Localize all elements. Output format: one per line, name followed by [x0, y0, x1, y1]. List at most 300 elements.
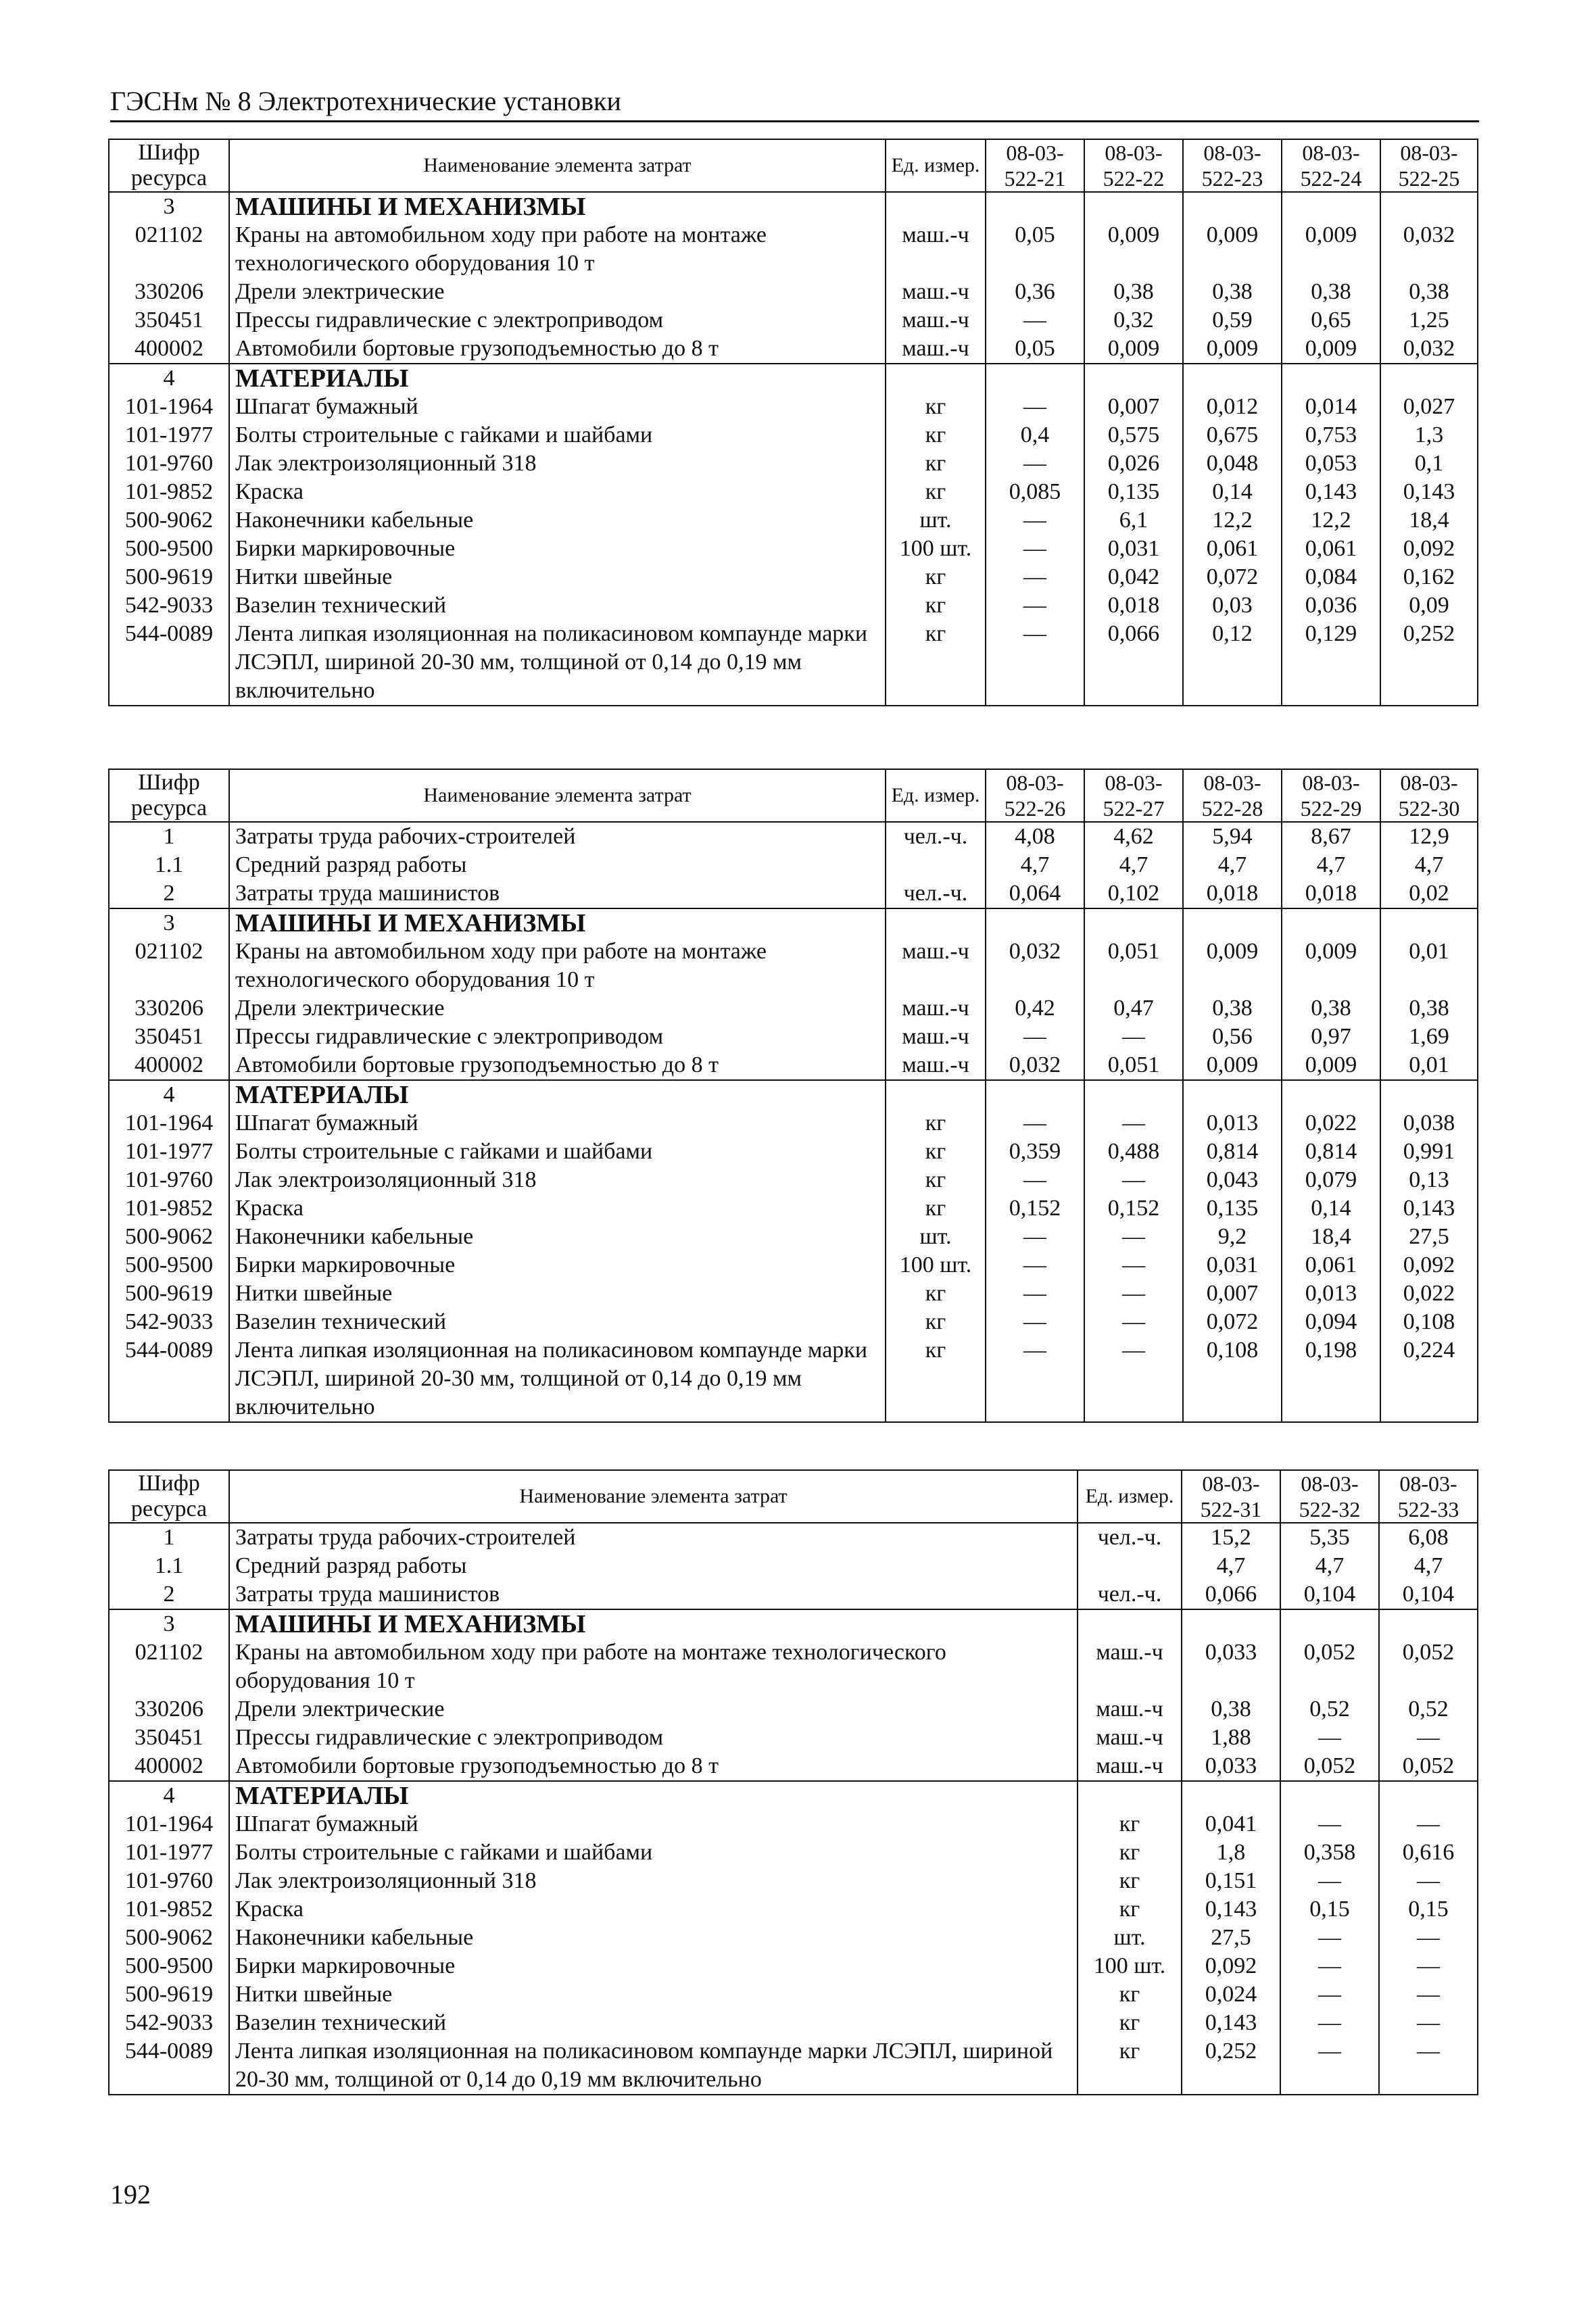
resource-name: Бирки маркировочные — [229, 535, 886, 563]
value-cell: 4,7 — [1280, 1552, 1379, 1580]
value-cell: 0,052 — [1379, 1638, 1478, 1695]
value-cell: 0,108 — [1183, 1336, 1282, 1422]
value-cell — [1183, 908, 1282, 937]
value-cell: 0,043 — [1183, 1166, 1282, 1194]
value-cell: 0,59 — [1183, 306, 1282, 335]
value-cell — [1380, 192, 1478, 221]
resource-name: Краска — [229, 1895, 1078, 1924]
resource-name: Автомобили бортовые грузоподъемностью до 8 т — [229, 335, 886, 364]
value-cell: — — [986, 1280, 1084, 1308]
value-cell: 0,031 — [1183, 1251, 1282, 1280]
resource-name: Прессы гидравлические с электроприводом — [229, 1724, 1078, 1752]
value-cell — [986, 1080, 1084, 1109]
value-cell: 0,072 — [1183, 563, 1282, 591]
value-cell: 0,012 — [1183, 393, 1282, 421]
value-cell: 0,061 — [1282, 1251, 1380, 1280]
value-cell: 0,009 — [1282, 335, 1380, 364]
table-row — [109, 1552, 1478, 1580]
value-cell: — — [986, 1223, 1084, 1251]
value-cell — [1182, 1781, 1280, 1810]
value-cell: — — [1379, 1952, 1478, 1980]
value-cell: — — [1379, 1980, 1478, 2009]
unit-cell: маш.-ч — [886, 1051, 986, 1080]
value-cell: 12,2 — [1183, 506, 1282, 535]
resource-code: 2 — [109, 879, 229, 908]
value-cell: 0,52 — [1379, 1695, 1478, 1724]
unit-cell: кг — [886, 1308, 986, 1336]
unit-cell: 100 шт. — [1078, 1952, 1182, 1980]
table-row — [109, 1280, 1478, 1308]
resource-code: 3 — [109, 192, 229, 221]
resource-name: Прессы гидравлические с электроприводом — [229, 1023, 886, 1051]
value-cell: 0,061 — [1183, 535, 1282, 563]
value-cell: 1,3 — [1380, 421, 1478, 449]
value-cell: 0,42 — [986, 994, 1084, 1023]
value-cell: — — [986, 1336, 1084, 1422]
table-row — [109, 1724, 1478, 1752]
value-cell: 0,135 — [1084, 478, 1183, 506]
unit-cell — [886, 908, 986, 937]
value-cell: 0,009 — [1183, 221, 1282, 278]
value-cell: 0,03 — [1183, 591, 1282, 620]
resource-code: 542-9033 — [109, 1308, 229, 1336]
header-norm-code: 08-03-522-31 — [1182, 1470, 1280, 1523]
value-cell: 4,7 — [1183, 851, 1282, 879]
header-norm-code: 08-03-522-25 — [1380, 139, 1478, 192]
resource-name: Дрели электрические — [229, 278, 886, 306]
value-cell: 0,092 — [1182, 1952, 1280, 1980]
value-cell: 0,018 — [1282, 879, 1380, 908]
value-cell: 0,033 — [1182, 1752, 1280, 1781]
value-cell: 0,007 — [1183, 1280, 1282, 1308]
unit-cell: чел.-ч. — [886, 822, 986, 851]
value-cell: 0,38 — [1183, 994, 1282, 1023]
value-cell: — — [986, 1251, 1084, 1280]
value-cell: 0,102 — [1084, 879, 1183, 908]
table-row — [109, 1895, 1478, 1924]
value-cell — [1280, 1781, 1379, 1810]
resource-code: 350451 — [109, 1023, 229, 1051]
value-cell: 0,47 — [1084, 994, 1183, 1023]
norms-table-3 — [108, 1469, 1478, 2095]
unit-cell: кг — [886, 620, 986, 706]
value-cell: — — [986, 620, 1084, 706]
header-unit: Ед. измер. — [886, 769, 986, 822]
unit-cell: маш.-ч — [886, 937, 986, 994]
norms-table-2 — [108, 769, 1478, 1423]
value-cell: — — [986, 1166, 1084, 1194]
value-cell: 8,67 — [1282, 822, 1380, 851]
table-row — [109, 879, 1478, 908]
value-cell: 0,038 — [1380, 1109, 1478, 1138]
table-row — [109, 221, 1478, 278]
resource-name: Болты строительные с гайками и шайбами — [229, 1838, 1078, 1867]
page-number: 192 — [110, 2179, 151, 2210]
value-cell: 0,084 — [1282, 563, 1380, 591]
value-cell: 0,36 — [986, 278, 1084, 306]
resource-name: Лак электроизоляционный 318 — [229, 1867, 1078, 1895]
value-cell: 0,65 — [1282, 306, 1380, 335]
table-row — [109, 1638, 1478, 1695]
value-cell: 6,08 — [1379, 1523, 1478, 1552]
table-row — [109, 449, 1478, 478]
value-cell: — — [1280, 1724, 1379, 1752]
resource-name: Наконечники кабельные — [229, 1924, 1078, 1952]
resource-code: 1 — [109, 1523, 229, 1552]
value-cell: 0,094 — [1282, 1308, 1380, 1336]
unit-cell: маш.-ч — [886, 1023, 986, 1051]
unit-cell: кг — [886, 478, 986, 506]
value-cell: 0,575 — [1084, 421, 1183, 449]
value-cell: — — [986, 591, 1084, 620]
value-cell: 0,013 — [1282, 1280, 1380, 1308]
table-row — [109, 1523, 1478, 1552]
resource-code: 1.1 — [109, 851, 229, 879]
value-cell: — — [1280, 1980, 1379, 2009]
value-cell: — — [986, 306, 1084, 335]
value-cell: 4,08 — [986, 822, 1084, 851]
value-cell: — — [986, 1308, 1084, 1336]
header-norm-code: 08-03-522-33 — [1379, 1470, 1478, 1523]
value-cell: 0,129 — [1282, 620, 1380, 706]
value-cell: 5,94 — [1183, 822, 1282, 851]
value-cell: 0,38 — [1084, 278, 1183, 306]
value-cell: 4,7 — [1380, 851, 1478, 879]
value-cell — [1183, 1080, 1282, 1109]
value-cell: 0,32 — [1084, 306, 1183, 335]
resource-name: Шпагат бумажный — [229, 1109, 886, 1138]
value-cell: — — [1379, 2009, 1478, 2037]
value-cell: 6,1 — [1084, 506, 1183, 535]
resource-name: Автомобили бортовые грузоподъемностью до 8 т — [229, 1752, 1078, 1781]
value-cell: 0,027 — [1380, 393, 1478, 421]
value-cell: 4,7 — [1282, 851, 1380, 879]
value-cell: 0,616 — [1379, 1838, 1478, 1867]
value-cell — [1280, 1609, 1379, 1638]
unit-cell — [886, 364, 986, 393]
value-cell: 0,1 — [1380, 449, 1478, 478]
resource-code: 1.1 — [109, 1552, 229, 1580]
value-cell: 0,14 — [1183, 478, 1282, 506]
unit-cell: 100 шт. — [886, 1251, 986, 1280]
value-cell: 0,066 — [1084, 620, 1183, 706]
value-cell: — — [1280, 1924, 1379, 1952]
resource-code: 350451 — [109, 1724, 229, 1752]
value-cell — [1380, 364, 1478, 393]
value-cell: — — [1084, 1023, 1183, 1051]
unit-cell: кг — [886, 1336, 986, 1422]
table-row — [109, 306, 1478, 335]
value-cell: 4,7 — [1379, 1552, 1478, 1580]
header-norm-code: 08-03-522-22 — [1084, 139, 1183, 192]
table-row — [109, 1695, 1478, 1724]
resource-code: 101-9760 — [109, 449, 229, 478]
value-cell: 0,14 — [1282, 1194, 1380, 1223]
unit-cell: кг — [1078, 1895, 1182, 1924]
value-cell: 0,05 — [986, 221, 1084, 278]
value-cell: — — [1379, 1724, 1478, 1752]
value-cell: 0,224 — [1380, 1336, 1478, 1422]
value-cell — [1183, 192, 1282, 221]
value-cell: 0,675 — [1183, 421, 1282, 449]
resource-name: Вазелин технический — [229, 1308, 886, 1336]
value-cell: 18,4 — [1380, 506, 1478, 535]
unit-cell: чел.-ч. — [1078, 1523, 1182, 1552]
value-cell: 0,56 — [1183, 1023, 1282, 1051]
value-cell: — — [1379, 1810, 1478, 1838]
unit-cell — [1078, 1552, 1182, 1580]
value-cell — [1379, 1781, 1478, 1810]
resource-name: Автомобили бортовые грузоподъемностью до 8 т — [229, 1051, 886, 1080]
unit-cell — [1078, 1781, 1182, 1810]
value-cell: 0,052 — [1280, 1752, 1379, 1781]
value-cell: 4,7 — [1084, 851, 1183, 879]
value-cell: — — [1084, 1336, 1183, 1422]
resource-name: Лак электроизоляционный 318 — [229, 1166, 886, 1194]
resource-name: Лента липкая изоляционная на поликасиновом компаунде марки ЛСЭПЛ, шириной 20-30 мм, толщиной от 0,14 до 0,19 мм включительно — [229, 2037, 1078, 2095]
value-cell: 0,042 — [1084, 563, 1183, 591]
unit-cell: маш.-ч — [886, 221, 986, 278]
value-cell: — — [1084, 1251, 1183, 1280]
value-cell: 4,7 — [986, 851, 1084, 879]
header-norm-code: 08-03-522-21 — [986, 139, 1084, 192]
table-row — [109, 1952, 1478, 1980]
value-cell: 0,092 — [1380, 1251, 1478, 1280]
resource-name: Лента липкая изоляционная на поликасиновом компаунде марки ЛСЭПЛ, шириной 20-30 мм, толщиной от 0,14 до 0,19 мм включительно — [229, 620, 886, 706]
table-header-row — [109, 139, 1478, 192]
resource-name: Затраты труда рабочих-строителей — [229, 822, 886, 851]
unit-cell: маш.-ч — [886, 994, 986, 1023]
table-row — [109, 1308, 1478, 1336]
value-cell: 0,051 — [1084, 1051, 1183, 1080]
value-cell: 0,036 — [1282, 591, 1380, 620]
header-norm-code: 08-03-522-29 — [1282, 769, 1380, 822]
resource-code: 101-1977 — [109, 1138, 229, 1166]
unit-cell: кг — [886, 1109, 986, 1138]
value-cell: 0,085 — [986, 478, 1084, 506]
value-cell: 0,052 — [1379, 1752, 1478, 1781]
resource-code: 101-9852 — [109, 478, 229, 506]
unit-cell: кг — [886, 563, 986, 591]
value-cell: 0,022 — [1380, 1280, 1478, 1308]
table-row — [109, 1023, 1478, 1051]
value-cell — [1084, 1080, 1183, 1109]
unit-cell: кг — [886, 1166, 986, 1194]
header-norm-code: 08-03-522-28 — [1183, 769, 1282, 822]
resource-name: Дрели электрические — [229, 1695, 1078, 1724]
value-cell: 0,12 — [1183, 620, 1282, 706]
section-title: МАТЕРИАЛЫ — [229, 364, 886, 393]
table-row — [109, 1194, 1478, 1223]
value-cell: — — [1280, 1952, 1379, 1980]
value-cell: 0,009 — [1282, 221, 1380, 278]
unit-cell: маш.-ч — [1078, 1638, 1182, 1695]
value-cell: 0,104 — [1379, 1580, 1478, 1609]
section-title: МАТЕРИАЛЫ — [229, 1080, 886, 1109]
value-cell: 0,143 — [1380, 1194, 1478, 1223]
value-cell: 0,092 — [1380, 535, 1478, 563]
resource-code: 500-9619 — [109, 1980, 229, 2009]
resource-name: Нитки швейные — [229, 1280, 886, 1308]
section-row — [109, 1080, 1478, 1109]
value-cell: 0,032 — [1380, 221, 1478, 278]
value-cell: — — [986, 506, 1084, 535]
section-row — [109, 364, 1478, 393]
resource-code: 500-9062 — [109, 1223, 229, 1251]
resource-code: 021102 — [109, 1638, 229, 1695]
unit-cell: маш.-ч — [1078, 1752, 1182, 1781]
value-cell: 0,488 — [1084, 1138, 1183, 1166]
value-cell: — — [1379, 2037, 1478, 2095]
resource-code: 101-1964 — [109, 1810, 229, 1838]
header-norm-code: 08-03-522-30 — [1380, 769, 1478, 822]
resource-code: 101-1964 — [109, 1109, 229, 1138]
table-row — [109, 1924, 1478, 1952]
section-title: МАШИНЫ И МЕХАНИЗМЫ — [229, 908, 886, 937]
value-cell: 1,69 — [1380, 1023, 1478, 1051]
value-cell: 0,032 — [1380, 335, 1478, 364]
resource-code: 4 — [109, 1080, 229, 1109]
unit-cell: кг — [886, 1280, 986, 1308]
value-cell: 1,25 — [1380, 306, 1478, 335]
value-cell — [1084, 364, 1183, 393]
value-cell: 0,009 — [1282, 937, 1380, 994]
table-row — [109, 1810, 1478, 1838]
table-row — [109, 1251, 1478, 1280]
unit-cell: кг — [886, 1138, 986, 1166]
resource-code: 500-9619 — [109, 1280, 229, 1308]
resource-code: 542-9033 — [109, 591, 229, 620]
resource-name: Средний разряд работы — [229, 851, 886, 879]
resource-code: 101-1977 — [109, 1838, 229, 1867]
value-cell — [1084, 192, 1183, 221]
value-cell: 0,15 — [1379, 1895, 1478, 1924]
value-cell: 0,4 — [986, 421, 1084, 449]
value-cell: — — [1084, 1308, 1183, 1336]
unit-cell: шт. — [1078, 1924, 1182, 1952]
value-cell: 0,032 — [986, 1051, 1084, 1080]
table-row — [109, 1166, 1478, 1194]
section-row — [109, 192, 1478, 221]
unit-cell: кг — [886, 393, 986, 421]
table-row — [109, 851, 1478, 879]
value-cell — [1084, 908, 1183, 937]
value-cell: 0,024 — [1182, 1980, 1280, 2009]
value-cell: — — [1280, 1810, 1379, 1838]
value-cell: 18,4 — [1282, 1223, 1380, 1251]
table-row — [109, 1336, 1478, 1422]
value-cell: 12,2 — [1282, 506, 1380, 535]
unit-cell: кг — [1078, 1867, 1182, 1895]
value-cell: — — [1084, 1166, 1183, 1194]
resource-code: 101-1964 — [109, 393, 229, 421]
value-cell: 27,5 — [1380, 1223, 1478, 1251]
value-cell: — — [1084, 1223, 1183, 1251]
resource-code: 330206 — [109, 994, 229, 1023]
value-cell: 0,018 — [1183, 879, 1282, 908]
value-cell — [1380, 908, 1478, 937]
value-cell: — — [1084, 1109, 1183, 1138]
resource-code: 101-9760 — [109, 1166, 229, 1194]
header-name: Наименование элемента затрат — [229, 769, 886, 822]
value-cell: — — [986, 535, 1084, 563]
value-cell: — — [986, 1109, 1084, 1138]
resource-name: Шпагат бумажный — [229, 393, 886, 421]
table-row — [109, 393, 1478, 421]
header-norm-code: 08-03-522-27 — [1084, 769, 1183, 822]
table-row — [109, 1867, 1478, 1895]
value-cell: 0,151 — [1182, 1867, 1280, 1895]
value-cell: — — [1280, 2037, 1379, 2095]
value-cell: 0,198 — [1282, 1336, 1380, 1422]
table-row — [109, 620, 1478, 706]
resource-name: Затраты труда машинистов — [229, 879, 886, 908]
resource-name: Краска — [229, 478, 886, 506]
header-norm-code: 08-03-522-32 — [1280, 1470, 1379, 1523]
value-cell: 0,079 — [1282, 1166, 1380, 1194]
value-cell: — — [1084, 1280, 1183, 1308]
resource-name: Средний разряд работы — [229, 1552, 1078, 1580]
table-row — [109, 822, 1478, 851]
resource-code: 500-9500 — [109, 535, 229, 563]
unit-cell — [886, 1080, 986, 1109]
value-cell — [1379, 1609, 1478, 1638]
page-header: ГЭСНм № 8 Электротехнические установки — [110, 87, 1479, 122]
value-cell: 0,162 — [1380, 563, 1478, 591]
value-cell: 0,97 — [1282, 1023, 1380, 1051]
resource-name: Наконечники кабельные — [229, 506, 886, 535]
value-cell: — — [986, 563, 1084, 591]
value-cell — [1182, 1609, 1280, 1638]
value-cell: 0,143 — [1282, 478, 1380, 506]
table-row — [109, 278, 1478, 306]
value-cell: 1,88 — [1182, 1724, 1280, 1752]
value-cell: 0,022 — [1282, 1109, 1380, 1138]
value-cell: 0,026 — [1084, 449, 1183, 478]
value-cell: 9,2 — [1183, 1223, 1282, 1251]
header-name: Наименование элемента затрат — [229, 1470, 1078, 1523]
value-cell: 0,814 — [1183, 1138, 1282, 1166]
value-cell — [1282, 192, 1380, 221]
unit-cell — [1078, 1609, 1182, 1638]
resource-name: Болты строительные с гайками и шайбами — [229, 1138, 886, 1166]
value-cell: 0,38 — [1380, 278, 1478, 306]
value-cell: 5,35 — [1280, 1523, 1379, 1552]
resource-code: 500-9500 — [109, 1952, 229, 1980]
resource-name: Дрели электрические — [229, 994, 886, 1023]
resource-code: 500-9619 — [109, 563, 229, 591]
resource-code: 400002 — [109, 335, 229, 364]
table-row — [109, 994, 1478, 1023]
unit-cell: кг — [886, 591, 986, 620]
resource-name: Бирки маркировочные — [229, 1251, 886, 1280]
table-row — [109, 1980, 1478, 2009]
resource-code: 500-9062 — [109, 1924, 229, 1952]
value-cell: 0,013 — [1183, 1109, 1282, 1138]
resource-code: 544-0089 — [109, 620, 229, 706]
value-cell: 0,064 — [986, 879, 1084, 908]
value-cell: 0,051 — [1084, 937, 1183, 994]
resource-code: 400002 — [109, 1051, 229, 1080]
value-cell: 0,014 — [1282, 393, 1380, 421]
value-cell: 0,09 — [1380, 591, 1478, 620]
resource-code: 101-9852 — [109, 1194, 229, 1223]
resource-code: 101-1977 — [109, 421, 229, 449]
unit-cell: кг — [1078, 2009, 1182, 2037]
section-title: МАШИНЫ И МЕХАНИЗМЫ — [229, 1609, 1078, 1638]
resource-name: Краны на автомобильном ходу при работе на монтаже технологического оборудования 10 т — [229, 221, 886, 278]
value-cell: 0,05 — [986, 335, 1084, 364]
